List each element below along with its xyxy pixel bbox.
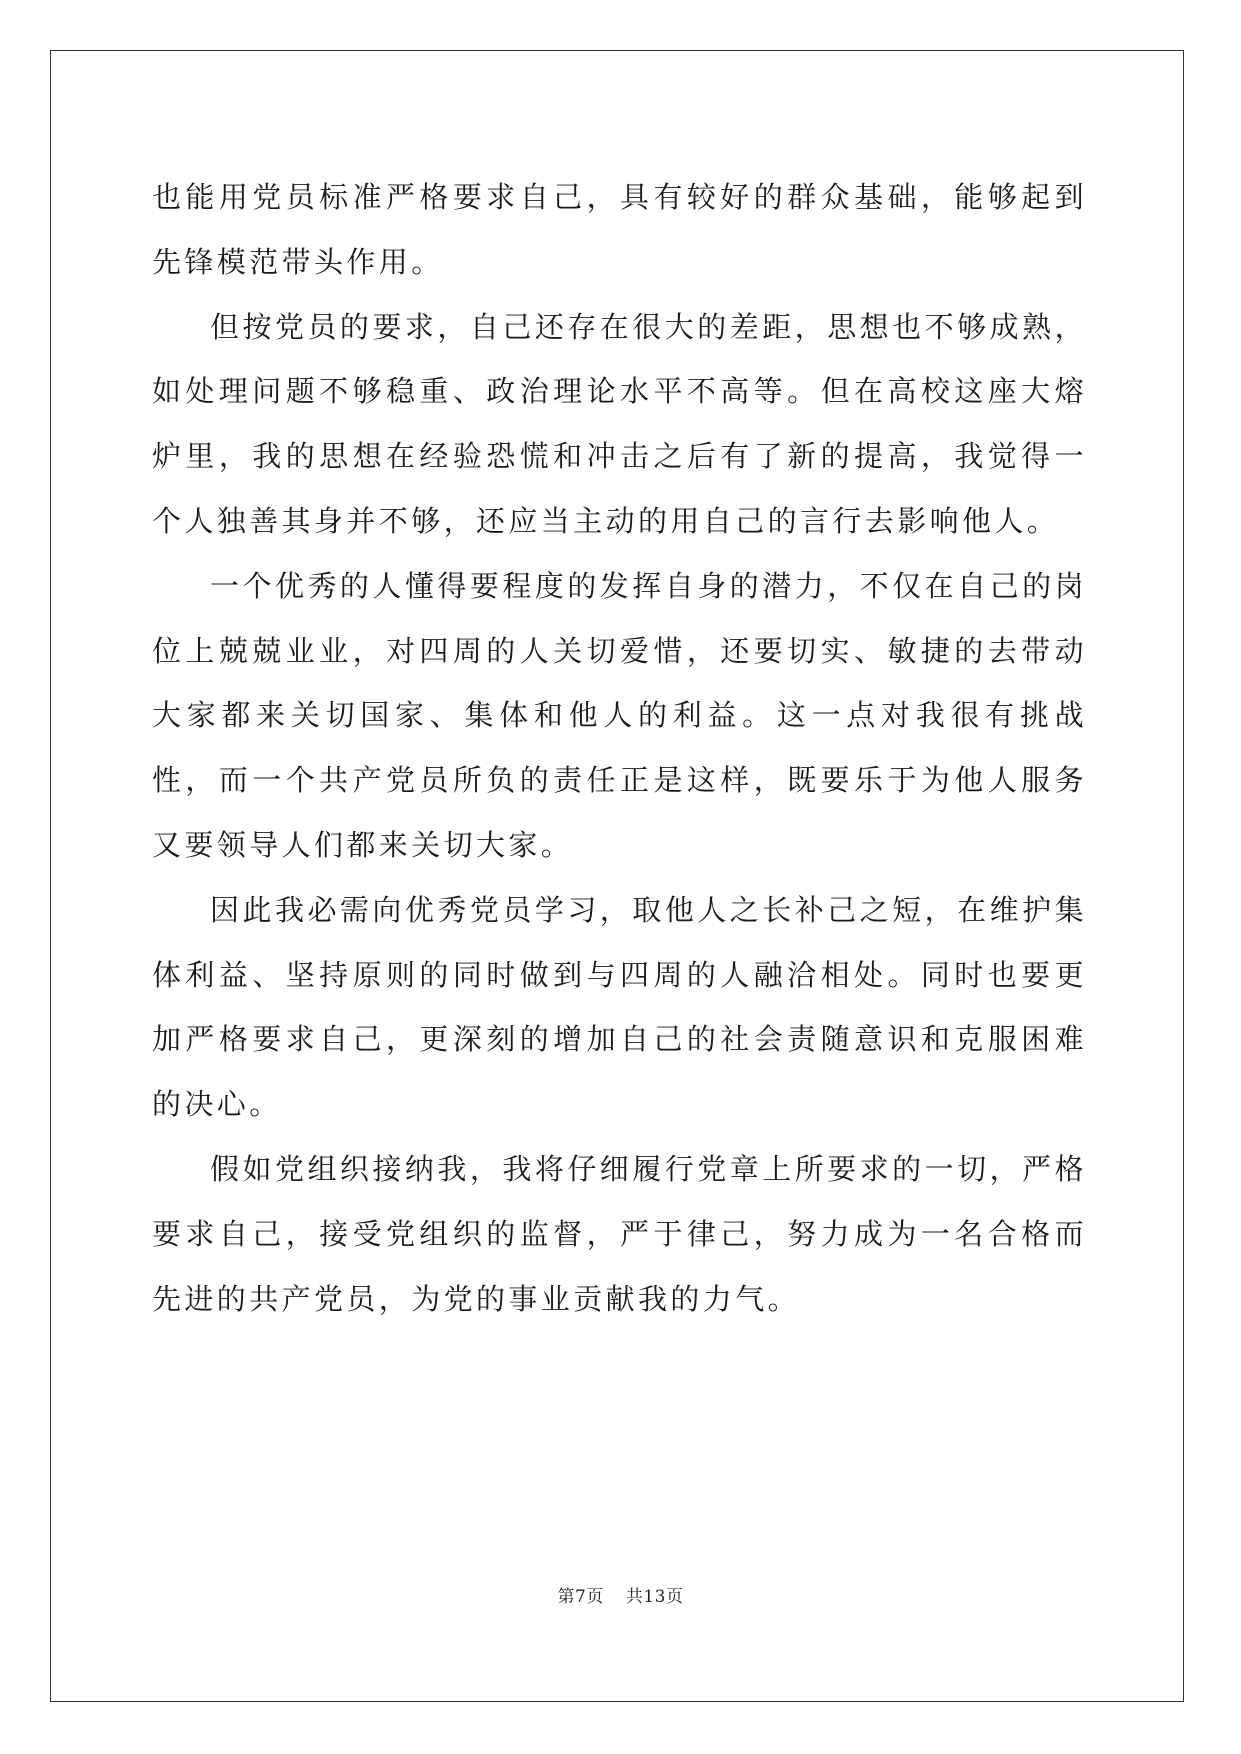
- paragraph-2: 但按党员的要求，自己还存在很大的差距，思想也不够成熟，如处理问题不够稳重、政治理论水平不高等。但在高校这座大熔炉里，我的思想在经验恐慌和冲击之后有了新的提高，我觉得一个人独善其身并不够，还应当主动的用自己的言行去影响他人。: [152, 309, 1087, 538]
- page-total: 共13页: [625, 1587, 684, 1607]
- paragraph-5: 假如党组织接纳我，我将仔细履行党章上所要求的一切，严格要求自己，接受党组织的监督，严于律己，努力成为一名合格而先进的共产党员，为党的事业贡献我的力气。: [152, 1151, 1087, 1316]
- paragraph-4: 因此我必需向优秀党员学习，取他人之长补己之短，在维护集体利益、坚持原则的同时做到与四周的人融洽相处。同时也要更加严格要求自己，更深刻的增加自己的社会责随意识和克服困难的决心。: [152, 892, 1087, 1122]
- paragraph-3: 一个优秀的人懂得要程度的发挥自身的潜力，不仅在自己的岗位上兢兢业业，对四周的人关切爱惜，还要切实、敏捷的去带动大家都来关切国家、集体和他人的利益。这一点对我很有挑战性，而一个共产党员所负的责任正是这样，既要乐于为他人服务又要领导人们都来关切大家。: [152, 568, 1087, 862]
- paragraph-1: 也能用党员标准严格要求自己，具有较好的群众基础，能够起到先锋模范带头作用。: [152, 180, 1087, 279]
- document-body: [152, 165, 1087, 1331]
- page-number: 第7页: [557, 1587, 604, 1607]
- page-footer: [0, 1582, 1241, 1607]
